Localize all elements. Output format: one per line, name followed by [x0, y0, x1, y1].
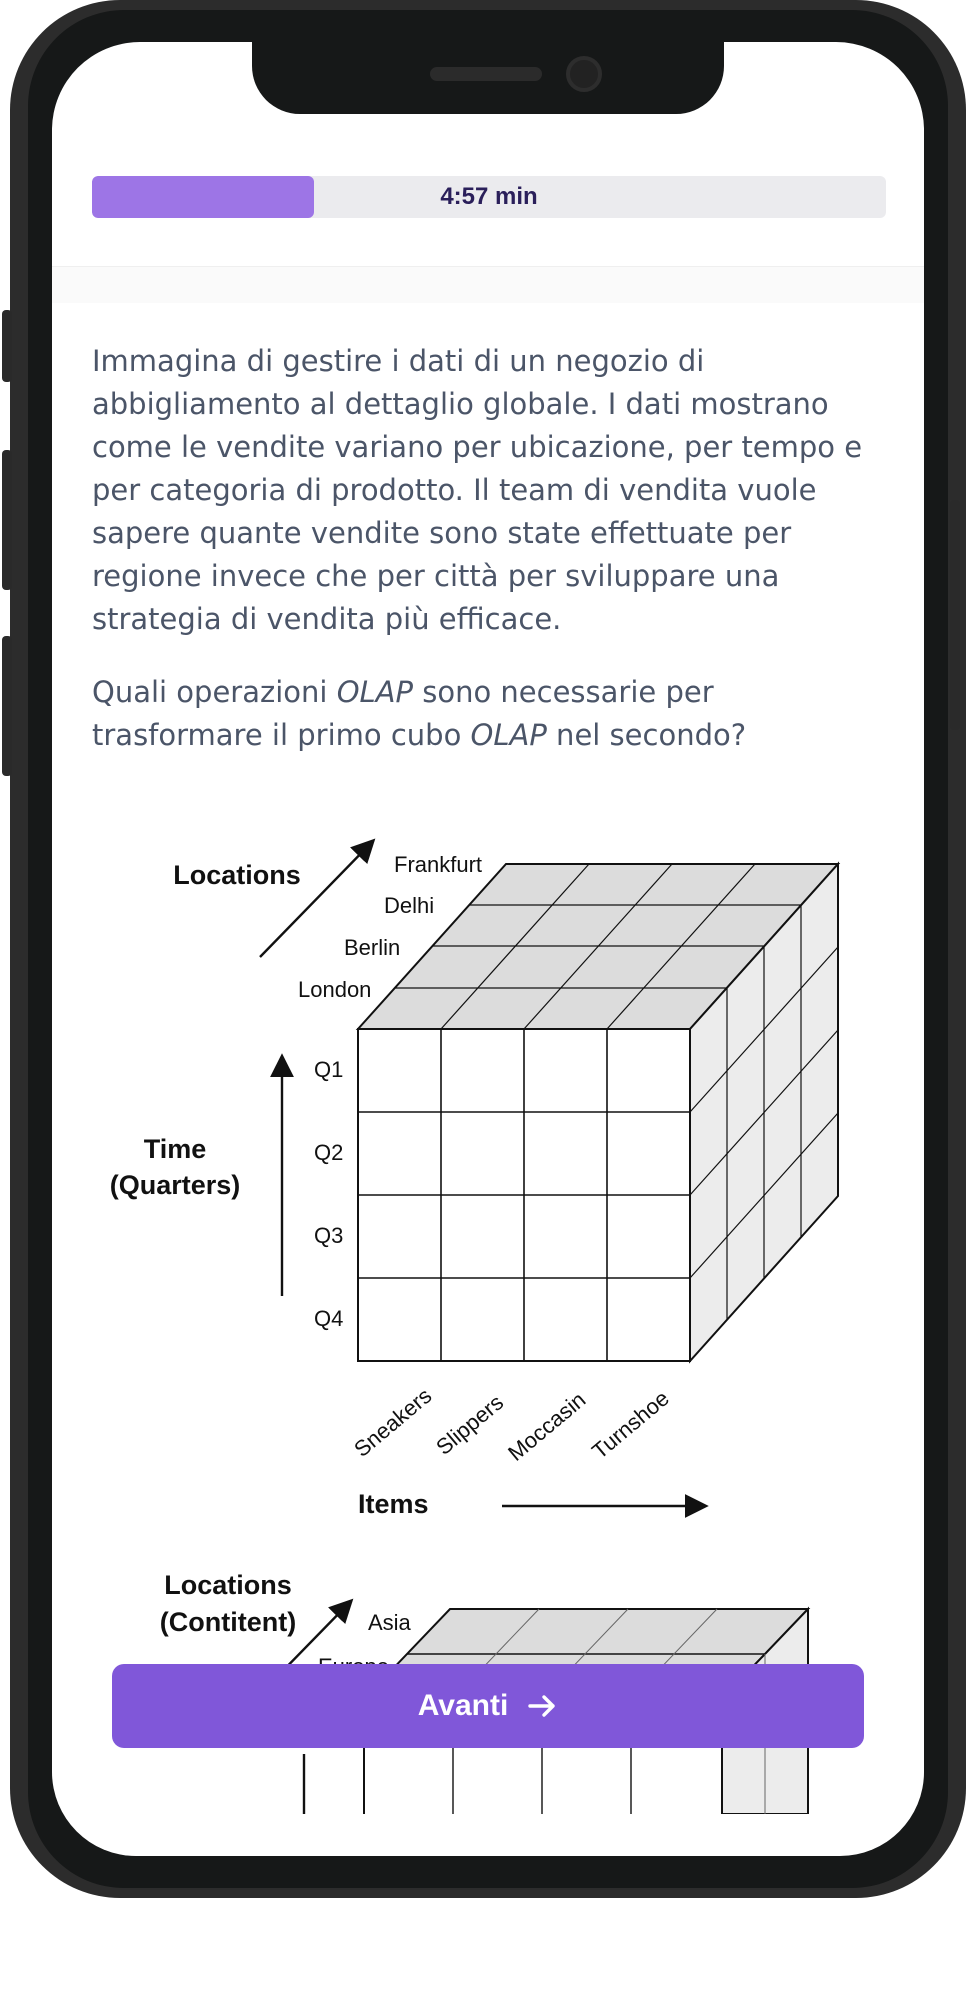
app-screen — [52, 42, 924, 1856]
item-moccasin: Moccasin — [503, 1386, 591, 1466]
quarter-q1: Q1 — [314, 1057, 344, 1082]
volume-up-button — [2, 450, 12, 590]
header-divider — [52, 266, 924, 303]
question-prompt: Quali operazioni OLAP sono necessarie per trasformare il primo cubo OLAP nel secondo? — [92, 675, 747, 752]
arrow-right-icon — [526, 1690, 558, 1722]
item-sneakers: Sneakers — [349, 1382, 437, 1462]
location-frankfurt: Frankfurt — [394, 852, 483, 877]
item-slippers: Slippers — [431, 1389, 509, 1460]
item-turnshoe: Turnshoe — [587, 1385, 674, 1464]
volume-down-button — [2, 636, 12, 776]
next-button[interactable] — [112, 1664, 864, 1748]
mute-switch — [2, 310, 12, 382]
question-paragraph: Immagina di gestire i dati di un negozio di abbigliamento al dettaglio globale. I dati mostrano come le vendite variano per ubicazione, per tempo e per categoria di prodotto. Il team di vendita vuole sapere quante vendite sono state effettuate per regione invece che per città per sviluppare una strategia di vendita più efficace. — [92, 344, 863, 636]
continent-asia: Asia — [368, 1610, 411, 1635]
locations-axis-label: Locations — [173, 860, 301, 890]
location-delhi: Delhi — [384, 893, 435, 918]
continent-axis-label-line1: Locations — [164, 1570, 292, 1600]
cube-one — [110, 842, 838, 1519]
time-axis-label-line2: (Quarters) — [109, 1170, 241, 1200]
continent-axis-label-line2: (Contitent) — [159, 1607, 297, 1637]
progress-bar — [92, 176, 886, 218]
power-button — [950, 500, 960, 730]
speaker-grille — [430, 67, 542, 81]
quarter-q4: Q4 — [314, 1306, 344, 1331]
location-london: London — [298, 977, 372, 1002]
quarter-q3: Q3 — [314, 1223, 344, 1248]
next-button-label: Avanti — [417, 1689, 509, 1722]
time-axis-label-line1: Time — [143, 1134, 207, 1164]
items-axis-label: Items — [358, 1489, 429, 1519]
olap-cubes-diagram — [92, 794, 886, 1814]
quarter-q2: Q2 — [314, 1140, 344, 1165]
time-remaining: 4:57 min — [440, 183, 538, 210]
location-berlin: Berlin — [344, 935, 401, 960]
front-camera — [566, 56, 602, 92]
